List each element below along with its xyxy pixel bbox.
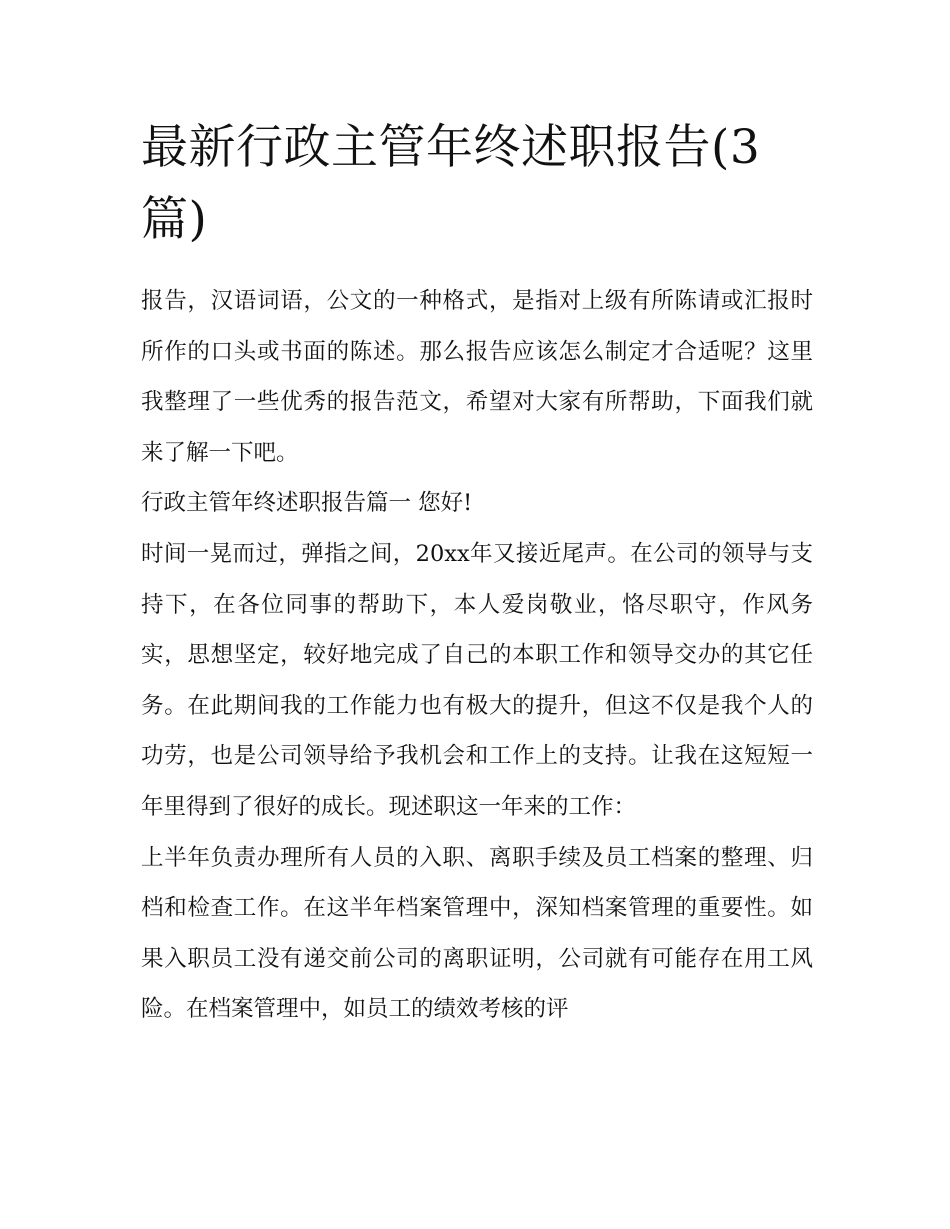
body-paragraph: 时间一晃而过，弹指之间，20xx年又接近尾声。在公司的领导与支持下，在各位同事的帮助下，本人爱岗敬业，恪尽职守，作风务实，思想坚定，较好地完成了自己的本职工作和领导交办的其它任务。在此期间我的工作能力也有极大的提升，但这不仅是我个人的功劳，也是公司领导给予我机会和工作上的支持。让我在这短短一年里得到了很好的成长。现述职这一年来的工作：: [141, 540, 813, 820]
intro-paragraph: 报告，汉语词语，公文的一种格式，是指对上级有所陈请或汇报时所作的口头或书面的陈述。那么报告应该怎么制定才合适呢？这里我整理了一些优秀的报告范文，希望对大家有所帮助，下面我们就来了解一下吧。: [141, 288, 813, 466]
document-title: 最新行政主管年终述职报告(3篇): [141, 120, 761, 247]
document-page: [141, 112, 813, 1035]
section-heading-paragraph: 行政主管年终述职报告篇一 您好!: [141, 490, 473, 517]
body-paragraph: 上半年负责办理所有人员的入职、离职手续及员工档案的整理、归档和检查工作。在这半年档案管理中，深知档案管理的重要性。如果入职员工没有递交前公司的离职证明，公司就有可能存在用工风险。在档案管理中，如员工的绩效考核的评: [141, 844, 813, 1023]
